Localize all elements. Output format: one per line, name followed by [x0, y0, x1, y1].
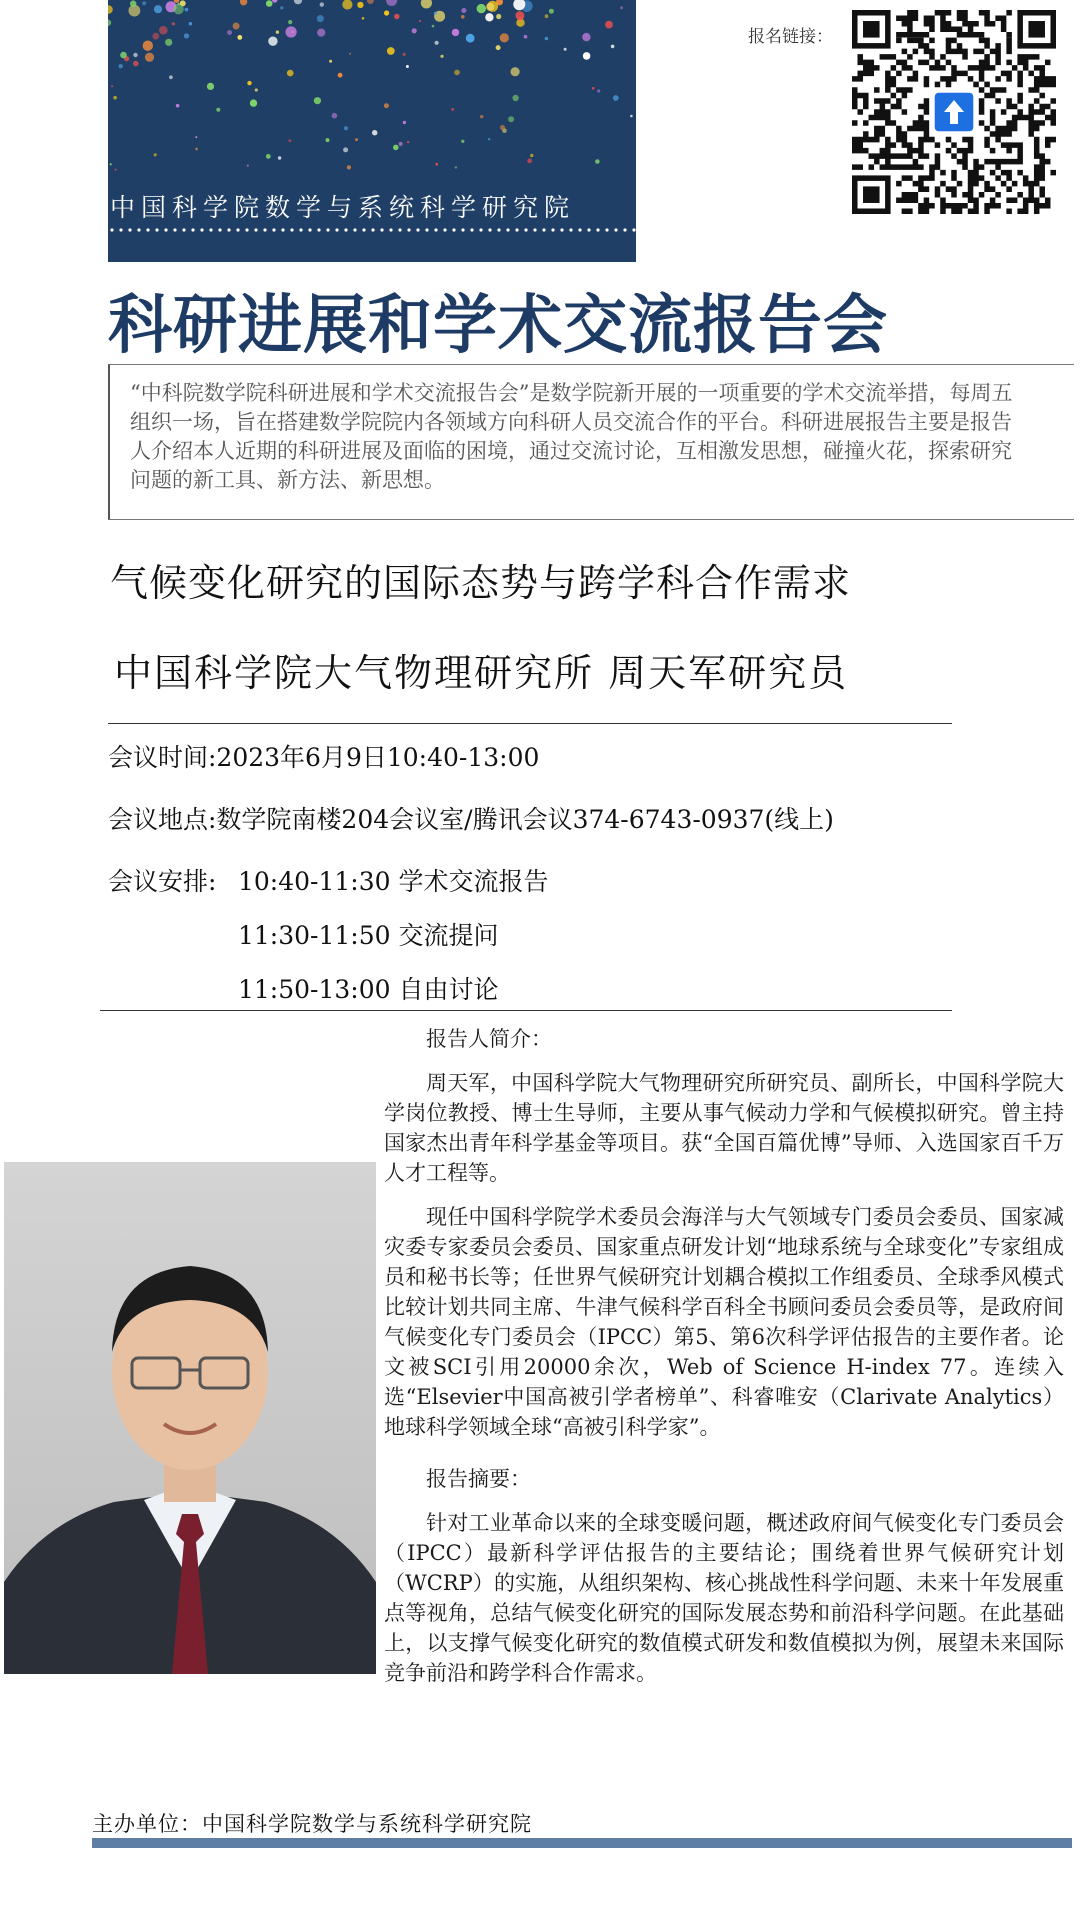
confetti-dot: [338, 73, 343, 78]
confetti-dot: [189, 22, 192, 25]
banner-dotted-line: [479, 228, 482, 231]
confetti-dot: [611, 45, 615, 49]
confetti-dot: [432, 25, 435, 28]
banner-dotted-line: [578, 228, 581, 231]
banner-dotted-line: [290, 228, 293, 231]
confetti-dot: [530, 154, 533, 157]
abstract-text: 针对工业革命以来的全球变暖问题，概述政府间气候变化专门委员会（IPCC）最新科学评估报告的主要结论；围绕着世界气候研究计划（WCRP）的实施，从组织架构、核心挑战性科学问题、未来十年发展重点等视角，总结气候变化研究的国际发展态势和前沿科学问题。在此基础上，以支撑气候变化研究的数值模式研发和数值模拟为例，展望未来国际竞争前沿和跨学科合作需求。: [384, 1511, 1064, 1685]
banner-dotted-line: [632, 228, 635, 231]
intro-box: [108, 364, 1074, 520]
confetti-dot: [294, 0, 302, 4]
confetti-dot: [549, 9, 554, 14]
intro-text: “中科院数学院科研进展和学术交流报告会”是数学院新开展的一项重要的学术交流举措，每周五组织一场，旨在搭建数学院院内各领域方向科研人员交流合作的平台。科研进展报告主要是报告人介绍本人近期的科研进展及面临的困境，通过交流讨论，互相激发思想，碰撞火花，探索研究问题的新工具、新方法、新思想。: [130, 381, 1013, 492]
confetti-dot: [595, 159, 600, 164]
confetti-dot: [320, 2, 324, 6]
confetti-dot: [240, 0, 247, 5]
confetti-dot: [362, 17, 365, 20]
confetti-dot: [145, 53, 154, 62]
banner-dotted-line: [236, 228, 239, 231]
banner-dotted-line: [281, 228, 284, 231]
banner-dotted-line: [299, 228, 302, 231]
header-banner: [108, 0, 636, 262]
banner-dotted-line: [533, 228, 536, 231]
banner-dotted-line: [218, 228, 221, 231]
banner-dotted-line: [614, 228, 617, 231]
confetti-dot: [461, 15, 465, 19]
banner-dotted-line: [317, 228, 320, 231]
confetti-dot: [515, 11, 524, 20]
confetti-dot: [477, 4, 486, 13]
confetti-dot: [169, 75, 173, 79]
confetti-dot: [184, 33, 189, 38]
banner-dotted-line: [191, 228, 194, 231]
confetti-dot: [451, 108, 454, 111]
page-title: 科研进展和学术交流报告会: [108, 289, 888, 363]
banner-dotted-line: [551, 228, 554, 231]
confetti-dot: [394, 14, 399, 19]
banner-dotted-line: [623, 228, 626, 231]
confetti-dot: [403, 53, 406, 56]
bio-section: [384, 1024, 1064, 1688]
confetti-dot: [173, 4, 184, 15]
banner-dotted-line: [605, 228, 608, 231]
banner-dotted-line: [560, 228, 563, 231]
banner-dotted-line: [389, 228, 392, 231]
confetti-dot: [317, 15, 324, 22]
confetti-dot: [393, 145, 399, 151]
confetti-dot: [355, 138, 358, 141]
banner-dotted-line: [542, 228, 545, 231]
confetti-dot: [597, 89, 600, 92]
confetti-dot: [288, 139, 291, 142]
confetti-dot: [512, 95, 518, 101]
confetti-dot: [583, 52, 591, 60]
confetti-dot: [592, 87, 595, 90]
registration-qr-code[interactable]: [852, 10, 1056, 214]
confetti-dot: [332, 113, 338, 119]
confetti-dot: [120, 52, 127, 59]
speaker-portrait-image: [4, 1162, 376, 1674]
schedule-item: 11:50-13:00 自由讨论: [238, 975, 499, 1004]
confetti-dot: [272, 0, 277, 3]
confetti-dot: [185, 8, 189, 12]
confetti-dot: [143, 41, 153, 51]
banner-dotted-line: [137, 228, 140, 231]
abstract-heading: 报告摘要：: [426, 1467, 531, 1491]
confetti-dot: [545, 14, 549, 18]
banner-dotted-line: [227, 228, 230, 231]
confetti-dot: [387, 47, 395, 55]
confetti-dot: [250, 99, 257, 106]
confetti-dot: [500, 33, 509, 42]
banner-dotted-line: [335, 228, 338, 231]
confetti-dot: [466, 34, 475, 43]
bio-paragraph: 周天军，中国科学院大气物理研究所研究员、副所长，中国科学院大学岗位教授、博士生导师，主要从事气候动力学和气候模拟研究。曾主持国家杰出青年科学基金等项目。获“全国百篇优博”导师、入选国家百千万人才工程等。: [384, 1071, 1064, 1185]
confetti-dot: [154, 5, 162, 13]
banner-dotted-line: [155, 228, 158, 231]
confetti-dot: [630, 115, 633, 118]
banner-dotted-line: [506, 228, 509, 231]
confetti-dot: [486, 3, 494, 11]
confetti-dot: [233, 23, 240, 30]
speaker-line: 中国科学院大气物理研究所 周天军研究员: [114, 651, 849, 695]
banner-dotted-line: [497, 228, 500, 231]
confetti-dot: [480, 115, 483, 118]
confetti-dot: [384, 103, 389, 108]
confetti-dot: [317, 28, 325, 36]
confetti-dot: [461, 8, 466, 13]
banner-dotted-line: [416, 228, 419, 231]
banner-dotted-line: [209, 228, 212, 231]
banner-dotted-line: [407, 228, 410, 231]
banner-dotted-line: [569, 228, 572, 231]
confetti-dot: [412, 28, 417, 33]
confetti-dot: [176, 104, 180, 108]
confetti-dot: [461, 140, 464, 143]
confetti-dot: [142, 1, 146, 5]
meeting-place: 会议地点:数学院南楼204会议室/腾讯会议374-6743-0937(线上): [108, 805, 834, 834]
confetti-dot: [110, 163, 112, 165]
divider: [100, 1010, 952, 1011]
confetti-dot: [119, 64, 123, 68]
meeting-time: 会议时间:2023年6月9日10:40-13:00: [108, 743, 540, 772]
confetti-dot: [343, 147, 348, 152]
confetti-dot: [527, 158, 532, 163]
confetti-dot: [329, 60, 332, 63]
banner-dotted-line: [380, 228, 383, 231]
banner-dotted-line: [596, 228, 599, 231]
banner-dotted-line: [425, 228, 428, 231]
confetti-dot: [108, 20, 111, 26]
banner-dotted-line: [524, 228, 527, 231]
speaker-photo: [4, 1162, 376, 1674]
confetti-dot: [434, 12, 437, 15]
confetti-dot: [111, 85, 113, 87]
confetti-dot: [496, 14, 501, 19]
banner-dotted-line: [110, 228, 113, 231]
confetti-dot: [454, 70, 460, 76]
confetti-dot: [421, 0, 432, 9]
confetti-dot: [455, 166, 457, 168]
banner-dotted-line: [488, 228, 491, 231]
confetti-dot: [247, 165, 249, 167]
confetti-dot: [407, 141, 409, 143]
confetti-dot: [133, 53, 137, 57]
talk-title: 气候变化研究的国际态势与跨学科合作需求: [110, 561, 852, 605]
confetti-dot: [605, 21, 613, 29]
banner-dotted-line: [254, 228, 257, 231]
confetti-dot: [247, 81, 251, 85]
confetti-dot: [195, 148, 198, 151]
confetti-dot: [488, 138, 490, 140]
confetti-dot: [326, 138, 330, 142]
schedule-item: 11:30-11:50 交流提问: [238, 921, 499, 950]
confetti-dot: [280, 6, 283, 9]
confetti-dot: [564, 48, 567, 51]
confetti-dot: [342, 0, 352, 10]
banner-dotted-line: [443, 228, 446, 231]
confetti-dot: [508, 116, 514, 122]
bio-paragraph: 现任中国科学院学术委员会海洋与大气领域专门委员会委员、国家减灾委专家委员会委员、国家重点研发计划“地球系统与全球变化”专家组成员和秘书长等；任世界气候研究计划耦合模拟工作组委员、全球季风模式比较计划共同主席、牛津气候科学百科全书顾问委员会委员等，是政府间气候变化专门委员会（IPCC）第5、第6次科学评估报告的主要作者。论文被SCI引用20000余次，Web of Science H-index 77。连续入选“Elsevier中国高被引学者榜单”、科睿唯安（Clarivate Analytics）地球科学领域全球“高被引科学家”。: [384, 1205, 1064, 1439]
confetti-dot: [511, 67, 520, 76]
banner-dotted-line: [398, 228, 401, 231]
banner-dotted-line: [461, 228, 464, 231]
banner-dotted-line: [362, 228, 365, 231]
confetti-dot: [216, 108, 220, 112]
banner-dotted-line: [434, 228, 437, 231]
banner-dotted-line: [344, 228, 347, 231]
banner-dotted-line: [515, 228, 518, 231]
confetti-dot: [207, 83, 214, 90]
banner-dotted-line: [371, 228, 374, 231]
confetti-dot: [133, 61, 139, 67]
confetti-dot: [440, 55, 443, 58]
banner-dotted-line: [128, 228, 131, 231]
confetti-dot: [496, 45, 501, 50]
confetti-dot: [113, 96, 117, 100]
confetti-dot: [367, 0, 374, 4]
confetti-dot: [347, 165, 351, 169]
confetti-dot: [545, 37, 549, 41]
banner-dotted-line: [263, 228, 266, 231]
confetti-dot: [372, 130, 377, 135]
confetti-dot: [287, 70, 294, 77]
confetti-dot: [154, 153, 157, 156]
banner-dotted-line: [164, 228, 167, 231]
banner-dotted-line: [308, 228, 311, 231]
banner-dotted-line: [200, 228, 203, 231]
banner-dotted-line: [146, 228, 149, 231]
qr-label: 报名链接：: [748, 27, 833, 47]
confetti-dot: [485, 13, 493, 21]
confetti-dot: [403, 121, 406, 124]
confetti-dot: [620, 6, 623, 9]
banner-dotted-line: [119, 228, 122, 231]
confetti-dot: [288, 20, 292, 24]
confetti-dot: [286, 26, 297, 37]
confetti-dot: [500, 125, 505, 130]
confetti-dot: [165, 39, 172, 46]
confetti-dot: [174, 0, 180, 3]
confetti-dot: [357, 2, 363, 8]
confetti-dot: [344, 126, 348, 130]
banner-dotted-line: [470, 228, 473, 231]
confetti-dot: [255, 88, 258, 91]
banner-dotted-line: [326, 228, 329, 231]
confetti-dot: [399, 142, 403, 146]
banner-dotted-line: [353, 228, 356, 231]
confetti-dot: [435, 41, 439, 45]
banner-dotted-line: [173, 228, 176, 231]
confetti-dot: [406, 65, 409, 68]
confetti-dot: [172, 22, 175, 25]
confetti-dot: [582, 33, 590, 41]
divider: [108, 723, 952, 724]
confetti-dot: [115, 169, 117, 171]
confetti-dot: [278, 156, 281, 159]
confetti-dot: [386, 0, 397, 6]
confetti-dot: [613, 95, 619, 101]
banner-dotted-line: [182, 228, 185, 231]
bio-heading: 报告人简介：: [426, 1027, 552, 1051]
schedule-label: 会议安排:: [108, 867, 217, 896]
schedule-item: 10:40-11:30 学术交流报告: [238, 867, 549, 896]
confetti-dot: [266, 0, 273, 7]
confetti-dot: [384, 10, 389, 15]
confetti-dot: [227, 30, 232, 35]
confetti-dot: [130, 0, 136, 6]
banner-dotted-line: [452, 228, 455, 231]
banner-dotted-line: [272, 228, 275, 231]
confetti-dot: [314, 97, 321, 104]
confetti-dot: [268, 37, 277, 46]
confetti-dot: [237, 35, 242, 40]
confetti-dot: [452, 29, 459, 36]
confetti-dot: [152, 33, 159, 40]
confetti-dot: [276, 30, 279, 33]
banner-dotted-line: [245, 228, 248, 231]
confetti-dot: [435, 163, 438, 166]
organizer-line: 主办单位：中国科学院数学与系统科学研究院: [92, 1812, 532, 1836]
confetti-dot: [159, 26, 168, 35]
confetti-dot: [266, 154, 271, 159]
banner-dotted-line: [587, 228, 590, 231]
confetti-dot: [524, 35, 528, 39]
banner-institute-name: 中国科学院数学与系统科学研究院: [110, 193, 576, 222]
confetti-dot: [108, 5, 113, 14]
confetti-dot: [195, 136, 197, 138]
confetti-dot: [349, 53, 351, 55]
confetti-dot: [419, 20, 421, 22]
footer-bar: [92, 1838, 1072, 1848]
